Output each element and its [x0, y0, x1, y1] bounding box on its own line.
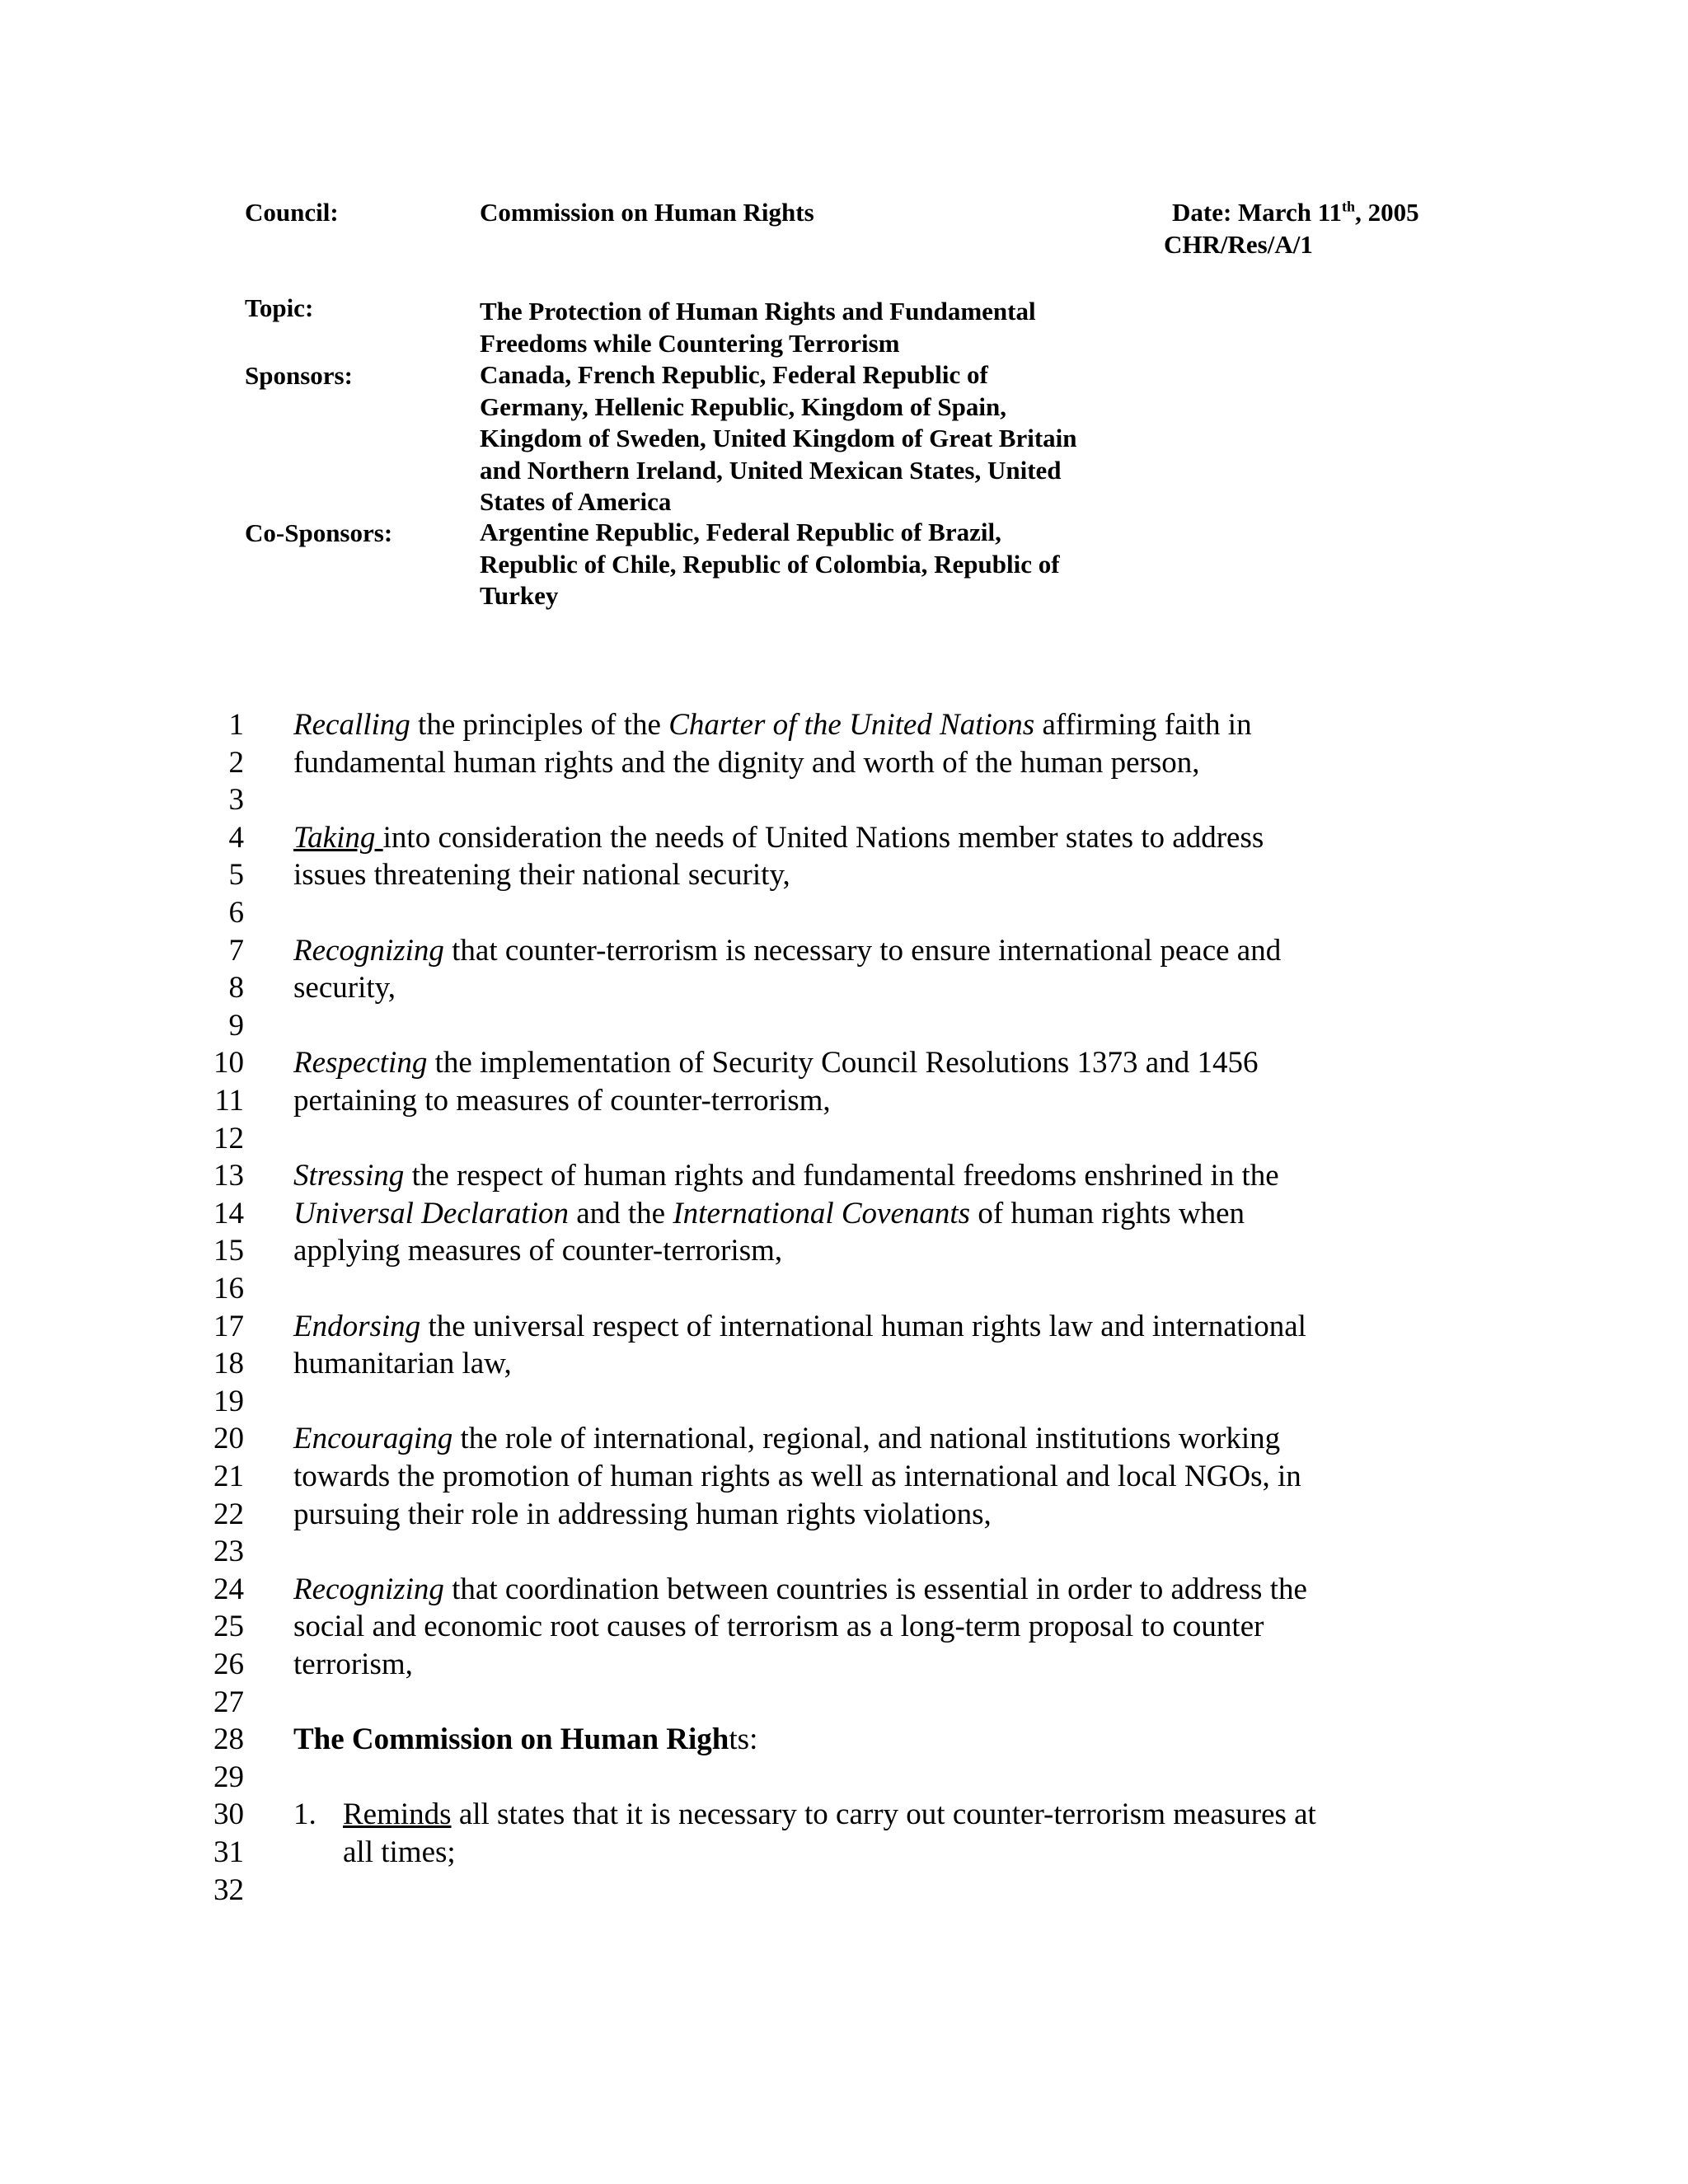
- text-run: pertaining to measures of counter-terrorism,: [293, 1084, 831, 1118]
- text-run: Recognizing: [293, 1572, 444, 1606]
- text-run: security,: [293, 971, 396, 1005]
- body-line: [0, 1120, 1688, 1158]
- cosponsors-line: Argentine Republic, Federal Republic of Brazil,: [480, 518, 1001, 546]
- line-number: 26: [213, 1647, 244, 1681]
- sponsors-line: States of America: [480, 487, 672, 516]
- line-number: 32: [213, 1872, 244, 1907]
- date-sup: th: [1342, 198, 1356, 215]
- body-line: [0, 1872, 1688, 1910]
- line-number: 10: [213, 1046, 244, 1080]
- line-text: [293, 1157, 1279, 1195]
- line-number: 19: [213, 1384, 244, 1418]
- body-line: [0, 1345, 1688, 1383]
- body-line: [0, 1796, 1688, 1834]
- line-number: 14: [213, 1196, 244, 1230]
- text-run: terrorism,: [293, 1647, 413, 1681]
- line-number: 16: [213, 1272, 244, 1305]
- line-number: 22: [213, 1497, 244, 1531]
- line-text: [293, 1721, 757, 1759]
- text-run: pursuing their role in addressing human rights violations,: [293, 1497, 992, 1531]
- sponsors-line: and Northern Ireland, United Mexican States, United: [480, 455, 1062, 485]
- line-number: 7: [228, 933, 244, 968]
- body-line: [0, 1157, 1688, 1195]
- line-number: 31: [213, 1835, 244, 1869]
- text-run: The Commission on Human Righ: [293, 1722, 729, 1757]
- text-run: International Covenants: [673, 1196, 971, 1230]
- text-run: Universal Declaration: [293, 1196, 569, 1230]
- line-number: 5: [228, 858, 244, 893]
- text-run: social and economic root causes of terrorism as a long-term proposal to counter: [293, 1610, 1264, 1644]
- topic-value: [480, 296, 1036, 359]
- line-number: 25: [213, 1610, 244, 1644]
- line-number: 20: [213, 1422, 244, 1456]
- body-line: [0, 1721, 1688, 1759]
- line-text: [293, 1571, 1307, 1609]
- sponsors-value: [480, 359, 1077, 518]
- line-text: [293, 1345, 512, 1383]
- line-text: [293, 932, 1281, 970]
- line-number: 3: [228, 783, 244, 818]
- line-text: [293, 819, 1264, 857]
- line-text: [293, 1796, 1316, 1834]
- text-run: Recognizing: [293, 933, 444, 968]
- topic-label: Topic:: [245, 293, 314, 322]
- sponsors-line: Germany, Hellenic Republic, Kingdom of Spain,: [480, 391, 1006, 421]
- line-text: [293, 1044, 1258, 1082]
- date-prefix: Date: March 11: [1172, 198, 1343, 227]
- text-run: Taking: [293, 820, 383, 855]
- line-text: [293, 969, 396, 1007]
- text-run: the role of international, regional, and national institutions working: [452, 1422, 1281, 1456]
- text-run: Reminds: [343, 1797, 452, 1832]
- date-suffix: , 2005: [1355, 198, 1419, 227]
- cosponsors-line: Turkey: [480, 581, 559, 610]
- topic-line: The Protection of Human Rights and Fundamental: [480, 297, 1036, 326]
- text-run: and the: [568, 1196, 673, 1230]
- line-number: 17: [213, 1309, 244, 1343]
- body-line: [0, 706, 1688, 744]
- text-run: Charter of the United Nations: [668, 708, 1035, 742]
- body-line: [0, 1232, 1688, 1270]
- line-number: 30: [213, 1797, 244, 1832]
- body-line: [0, 1195, 1688, 1233]
- text-run: humanitarian law,: [293, 1347, 512, 1381]
- cosponsors-label: Co-Sponsors:: [245, 518, 393, 547]
- body-line: [0, 1458, 1688, 1496]
- body-line: [0, 1834, 1688, 1872]
- line-text: [293, 1458, 1301, 1496]
- body-line: [0, 1496, 1688, 1534]
- line-number: 12: [213, 1121, 244, 1155]
- line-number: 1: [228, 708, 244, 742]
- body-line: [0, 1571, 1688, 1609]
- line-number: 6: [228, 896, 244, 930]
- cosponsors-value: [480, 517, 1060, 612]
- council-value: Commission on Human Rights: [480, 198, 814, 227]
- text-run: Stressing: [293, 1159, 405, 1193]
- body-line: [0, 1533, 1688, 1571]
- date-text: [1172, 196, 1419, 228]
- body-line: [0, 1684, 1688, 1722]
- body-line: [0, 856, 1688, 894]
- line-number: 13: [213, 1159, 244, 1193]
- body-line: [0, 744, 1688, 782]
- line-number: 9: [228, 1008, 244, 1043]
- body-line: [0, 819, 1688, 857]
- text-run: the implementation of Security Council Resolutions 1373 and 1456: [427, 1046, 1259, 1080]
- line-text: [293, 1232, 782, 1270]
- body-line: [0, 1270, 1688, 1308]
- text-run: Endorsing: [293, 1309, 421, 1343]
- text-run: the principles of the: [410, 708, 669, 742]
- line-text: [293, 1496, 992, 1534]
- text-run: all times;: [343, 1835, 456, 1869]
- body-line: [0, 1383, 1688, 1421]
- topic-line: Freedoms while Countering Terrorism: [480, 328, 900, 358]
- text-run: the universal respect of international human rights law and international: [420, 1309, 1306, 1343]
- text-run: applying measures of counter-terrorism,: [293, 1234, 783, 1268]
- line-number: 2: [228, 745, 244, 780]
- body-line: [0, 932, 1688, 970]
- line-text: [293, 1308, 1306, 1346]
- line-number: 24: [213, 1572, 244, 1606]
- text-run: Respecting: [293, 1046, 428, 1080]
- sponsors-line: Canada, French Republic, Federal Republic of: [480, 360, 988, 389]
- text-run: towards the promotion of human rights as well as international and local NGOs, in: [293, 1460, 1301, 1493]
- body-line: [0, 1646, 1688, 1684]
- text-run: of human rights when: [970, 1196, 1245, 1230]
- cosponsors-line: Republic of Chile, Republic of Colombia, Republic of: [480, 549, 1060, 579]
- line-text: [293, 1082, 831, 1120]
- line-number: 11: [214, 1084, 244, 1118]
- line-number: 29: [213, 1760, 244, 1794]
- text-run: ts:: [729, 1722, 758, 1757]
- line-text: [293, 706, 1252, 744]
- line-number: 21: [213, 1460, 244, 1493]
- body-line: [0, 1420, 1688, 1458]
- text-run: that coordination between countries is essential in order to address the: [443, 1572, 1307, 1606]
- line-number: 15: [213, 1234, 244, 1268]
- line-text: [343, 1834, 456, 1872]
- text-run: all states that it is necessary to carry out counter-terrorism measures at: [451, 1797, 1316, 1832]
- body-line: [0, 1608, 1688, 1646]
- text-run: that counter-terrorism is necessary to ensure international peace and: [443, 933, 1282, 968]
- sponsors-line: Kingdom of Sweden, United Kingdom of Great Britain: [480, 424, 1077, 452]
- council-label: Council:: [245, 198, 339, 227]
- line-text: [293, 1608, 1264, 1646]
- line-number: 28: [213, 1722, 244, 1757]
- body-line: [0, 1759, 1688, 1797]
- doc-code: CHR/Res/A/1: [1164, 230, 1313, 259]
- line-text: [293, 856, 790, 894]
- text-run: Encouraging: [293, 1422, 453, 1456]
- body-line: [0, 781, 1688, 819]
- body-line: [0, 894, 1688, 932]
- text-run: issues threatening their national security,: [293, 858, 790, 893]
- line-number: 4: [228, 820, 244, 855]
- line-text: [293, 1420, 1280, 1458]
- body-line: [0, 969, 1688, 1007]
- line-number: 18: [213, 1347, 244, 1381]
- body-line: [0, 1007, 1688, 1045]
- text-run: affirming faith in: [1034, 708, 1252, 742]
- sponsors-label: Sponsors:: [245, 361, 353, 390]
- line-text: [293, 744, 1200, 782]
- body-line: [0, 1308, 1688, 1346]
- text-run: Recalling: [293, 708, 410, 742]
- line-number: 23: [213, 1535, 244, 1569]
- line-text: [293, 1646, 413, 1684]
- line-number: 27: [213, 1685, 244, 1719]
- list-number: 1.: [293, 1797, 316, 1832]
- line-number: 8: [228, 971, 244, 1005]
- line-text: [293, 1195, 1245, 1233]
- text-run: into consideration the needs of United Nations member states to address: [382, 820, 1264, 855]
- body-line: [0, 1044, 1688, 1082]
- body-line: [0, 1082, 1688, 1120]
- text-run: the respect of human rights and fundamental freedoms enshrined in the: [404, 1159, 1279, 1193]
- text-run: fundamental human rights and the dignity and worth of the human person,: [293, 745, 1200, 780]
